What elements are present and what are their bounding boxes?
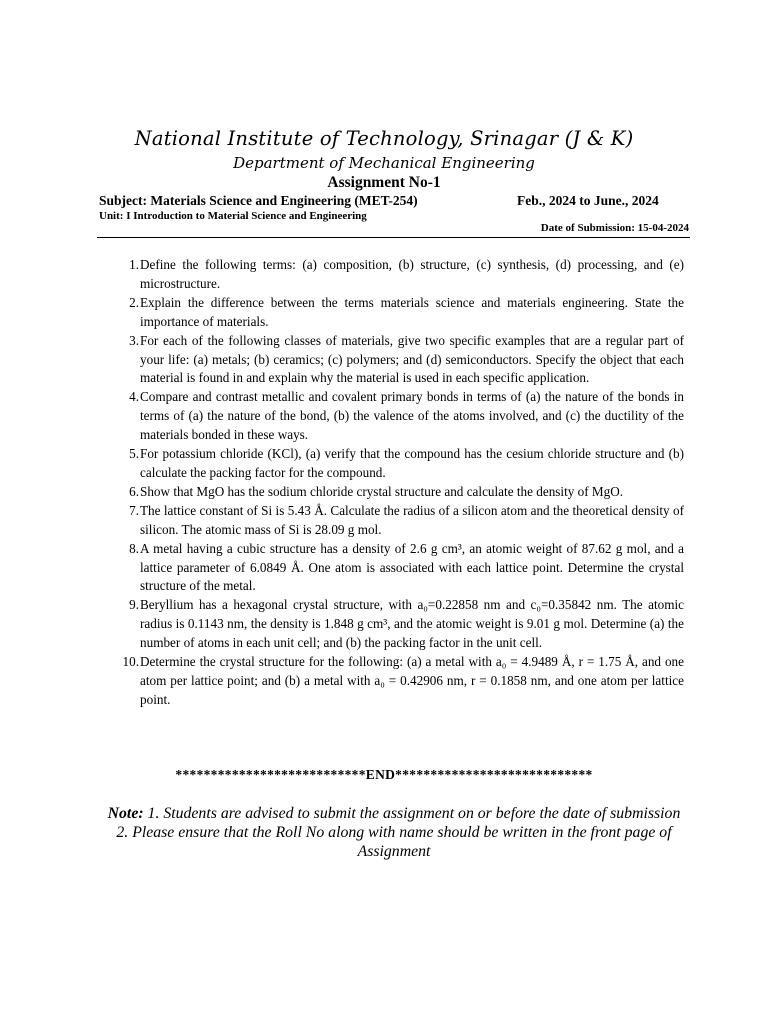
question-text: Determine the crystal structure for the following: (a) a metal with a₀ = 4.9489 Å, r = 1.75 Å, and one atom per lattice point; and (b) a metal with a₀ = 0.42906 nm, r = 0.1858 nm, and one atom per lattice point. [140, 654, 684, 707]
question-text: A metal having a cubic structure has a density of 2.6 g cm³, an atomic weight of 87.62 g mol, and a lattice parameter of 6.0849 Å. One atom is associated with each lattice point. Determine the crystal structure of the metal. [140, 540, 684, 594]
question-list [108, 256, 684, 710]
header-divider [97, 237, 690, 238]
question-number: 8. [129, 540, 139, 556]
question-text: Define the following terms: (a) composition, (b) structure, (c) synthesis, (d) processing, and (e) microstructure. [140, 257, 684, 291]
question-item [108, 596, 684, 653]
note-line-2: 2. Please ensure that the Roll No along with name should be written in the front page of Assignment [116, 824, 672, 861]
unit-line: Unit: I Introduction to Material Science and Engineering [99, 210, 367, 222]
question-item [108, 653, 684, 710]
question-item [108, 256, 684, 294]
question-number: 9. [129, 597, 139, 613]
question-item [108, 502, 684, 540]
question-number: 2. [129, 294, 139, 310]
question-number: 3. [129, 332, 139, 348]
question-number: 5. [129, 446, 139, 462]
institute-name: National Institute of Technology, Srinagar (J & K) [134, 127, 634, 150]
end-marker: ***************************END**************************** [175, 767, 593, 782]
question-text: Show that MgO has the sodium chloride crystal structure and calculate the density of MgO. [140, 483, 624, 499]
question-number: 1. [129, 257, 139, 272]
assignment-title: Assignment No-1 [327, 174, 441, 191]
question-number: 10. [122, 654, 139, 670]
question-number: 6. [129, 483, 139, 499]
question-number: 4. [129, 389, 139, 405]
question-item [108, 294, 684, 332]
question-item [108, 388, 684, 445]
note-line-1 [102, 804, 686, 823]
note-block [102, 804, 686, 862]
question-item [108, 483, 684, 502]
department-name: Department of Mechanical Engineering [233, 154, 535, 172]
note-label: Note: [107, 805, 144, 822]
question-item [108, 540, 684, 597]
question-item [108, 332, 684, 389]
question-item [108, 445, 684, 483]
subject-line: Subject: Materials Science and Engineering (MET-254) [99, 193, 418, 208]
question-text: Beryllium has a hexagonal crystal structure, with a₀=0.22858 nm and c₀=0.35842 nm. The atomic radius is 0.1143 nm, the density is 1.848 g cm³, and the atomic weight is 9.01 g mol. Determine (a) the number of atoms in each unit cell; and (b) the packing factor in the unit cell. [140, 597, 684, 651]
question-text: The lattice constant of Si is 5.43 Å. Calculate the radius of a silicon atom and the theoretical density of silicon. The atomic mass of Si is 28.09 g mol. [140, 502, 684, 537]
session-dates: Feb., 2024 to June., 2024 [517, 193, 659, 208]
question-text: For potassium chloride (KCl), (a) verify that the compound has the cesium chloride structure and (b) calculate the packing factor for the compound. [140, 446, 684, 480]
question-number: 7. [129, 502, 139, 518]
question-text: Explain the difference between the terms materials science and materials engineering. State the importance of materials. [140, 294, 684, 329]
question-text: For each of the following classes of materials, give two specific examples that are a regular part of your life: (a) metals; (b) ceramics; (c) polymers; and (d) semiconductors. Specify the object that each material is found in and explain why the material is used in each specific application. [140, 332, 684, 386]
submission-date: Date of Submission: 15-04-2024 [540, 222, 689, 234]
question-text: Compare and contrast metallic and covalent primary bonds in terms of (a) the nature of the bonds in terms of (a) the nature of the bond, (b) the valence of the atoms involved, and (c) the ductility of the materials bonded in these ways. [140, 389, 684, 443]
note-text-1: 1. Students are advised to submit the assignment on or before the date of submission [143, 805, 681, 822]
